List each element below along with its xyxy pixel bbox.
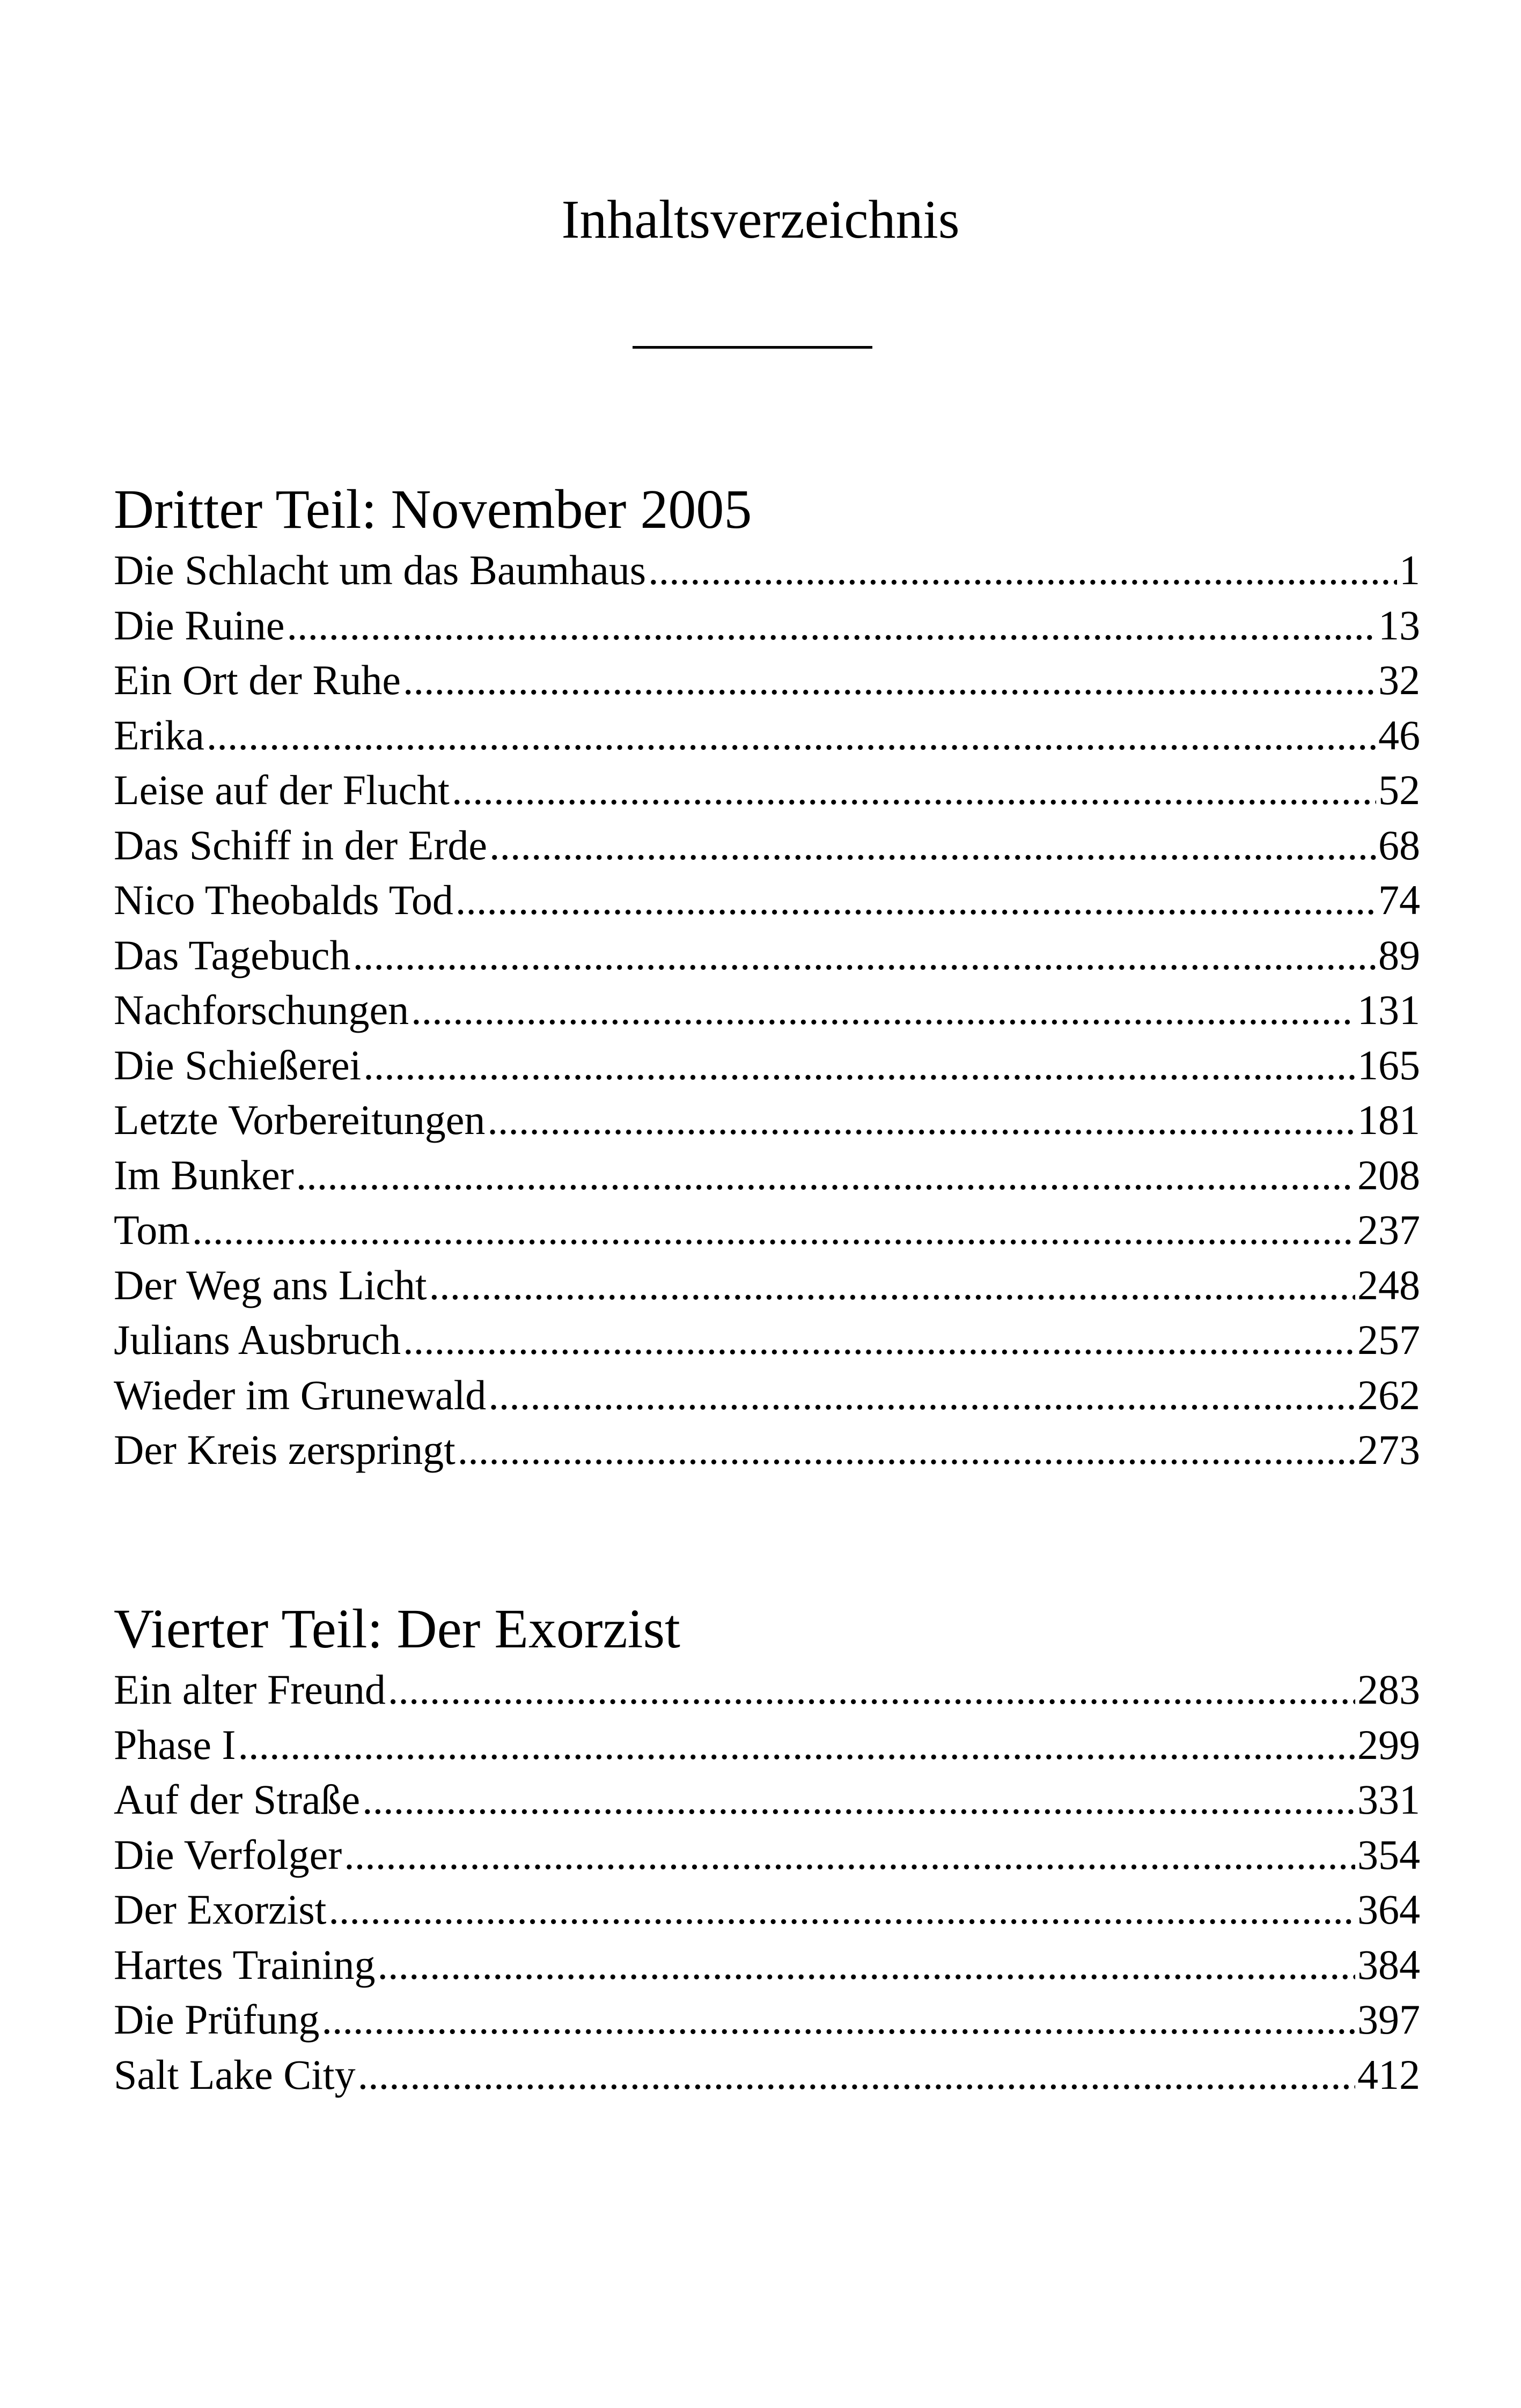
toc-entry[interactable] (114, 1038, 1420, 1093)
toc-entry-title: Die Verfolger (114, 1831, 342, 1878)
dot-leader (344, 1828, 1355, 1883)
page-title: Inhaltsverzeichnis (561, 189, 960, 250)
dot-leader (648, 543, 1397, 598)
toc-entry[interactable] (114, 598, 1420, 653)
toc-entry-title: Ein alter Freund (114, 1666, 386, 1713)
dot-leader (403, 653, 1376, 708)
toc-entry-title: Der Weg ans Licht (114, 1261, 427, 1308)
dot-leader (328, 1882, 1355, 1938)
dot-leader (352, 928, 1376, 983)
toc-entry-page: 68 (1378, 821, 1420, 868)
dot-leader (378, 1938, 1356, 1993)
toc-entry-page: 384 (1357, 1941, 1420, 1988)
toc-entry-title: Die Schlacht um das Baumhaus (114, 547, 646, 593)
toc-entry[interactable] (114, 873, 1420, 928)
toc-entry[interactable] (114, 1992, 1420, 2048)
toc-entry[interactable] (114, 763, 1420, 818)
toc-entry-page: 412 (1357, 2051, 1420, 2098)
toc-entry-title: Die Prüfung (114, 1996, 320, 2043)
toc-entry[interactable] (114, 1093, 1420, 1148)
toc-entry-page: 273 (1357, 1426, 1420, 1473)
toc-entry-page: 331 (1357, 1776, 1420, 1823)
toc-entry[interactable] (114, 1368, 1420, 1423)
toc-entry-title: Die Ruine (114, 601, 285, 649)
dot-leader (489, 818, 1376, 873)
toc-entry[interactable] (114, 1882, 1420, 1938)
toc-entry-page: 248 (1357, 1261, 1420, 1308)
dot-leader (321, 1992, 1355, 2048)
dot-leader (192, 1203, 1355, 1258)
toc-entry[interactable] (114, 1258, 1420, 1313)
toc-entry[interactable] (114, 543, 1420, 598)
dot-leader (411, 983, 1355, 1038)
title-divider (633, 346, 872, 349)
toc-entry-list (114, 543, 1420, 1478)
toc-entry-title: Letzte Vorbereitungen (114, 1096, 486, 1143)
toc-entry[interactable] (114, 818, 1420, 873)
part-heading: Vierter Teil: Der Exorzist (114, 1598, 680, 1660)
dot-leader (238, 1718, 1355, 1773)
toc-entry-title: Phase I (114, 1721, 236, 1768)
toc-part-dritter-teil (114, 476, 1420, 1478)
dot-leader (388, 1662, 1355, 1718)
toc-entry-title: Das Tagebuch (114, 931, 351, 978)
toc-entry-page: 52 (1378, 767, 1420, 813)
toc-entry-list (114, 1662, 1420, 2102)
dot-leader (362, 1772, 1355, 1828)
toc-entry-page: 46 (1378, 711, 1420, 759)
toc-entry-page: 354 (1357, 1831, 1420, 1878)
toc-entry-page: 257 (1357, 1316, 1420, 1363)
toc-entry[interactable] (114, 1148, 1420, 1203)
toc-entry-page: 1 (1399, 547, 1420, 593)
toc-entry[interactable] (114, 1772, 1420, 1828)
toc-entry[interactable] (114, 1423, 1420, 1478)
toc-entry-title: Tom (114, 1206, 190, 1253)
dot-leader (487, 1093, 1355, 1148)
toc-entry-title: Julians Ausbruch (114, 1316, 401, 1363)
toc-entry[interactable] (114, 653, 1420, 708)
toc-entry-page: 13 (1378, 601, 1420, 649)
toc-entry-title: Erika (114, 711, 204, 759)
dot-leader (363, 1038, 1355, 1093)
toc-entry-page: 181 (1357, 1096, 1420, 1143)
toc-entry-title: Der Exorzist (114, 1886, 327, 1933)
toc-entry-title: Im Bunker (114, 1151, 294, 1198)
toc-entry-title: Ein Ort der Ruhe (114, 657, 401, 703)
toc-entry-page: 208 (1357, 1151, 1420, 1198)
toc-entry[interactable] (114, 1313, 1420, 1368)
toc-entry[interactable] (114, 983, 1420, 1038)
toc-entry-page: 364 (1357, 1886, 1420, 1933)
dot-leader (207, 708, 1376, 763)
toc-part-vierter-teil (114, 1596, 1420, 2102)
toc-entry-page: 262 (1357, 1371, 1420, 1418)
dot-leader (403, 1313, 1355, 1368)
toc-entry[interactable] (114, 1662, 1420, 1718)
toc-entry-title: Nico Theobalds Tod (114, 877, 453, 923)
toc-entry[interactable] (114, 1828, 1420, 1883)
toc-entry-title: Auf der Straße (114, 1776, 361, 1823)
toc-entry-page: 165 (1357, 1041, 1420, 1088)
toc-entry-title: Leise auf der Flucht (114, 767, 450, 813)
toc-entry-title: Nachforschungen (114, 986, 409, 1033)
toc-entry[interactable] (114, 1938, 1420, 1993)
dot-leader (452, 763, 1376, 818)
dot-leader (286, 598, 1376, 653)
part-heading: Dritter Teil: November 2005 (114, 478, 752, 540)
toc-entry[interactable] (114, 1203, 1420, 1258)
toc-entry-page: 131 (1357, 986, 1420, 1033)
toc-entry-page: 74 (1378, 877, 1420, 923)
toc-entry[interactable] (114, 2048, 1420, 2103)
toc-entry-title: Der Kreis zerspringt (114, 1426, 455, 1473)
toc-entry-page: 397 (1357, 1996, 1420, 2043)
toc-entry-title: Salt Lake City (114, 2051, 356, 2098)
toc-entry[interactable] (114, 708, 1420, 763)
toc-entry-page: 299 (1357, 1721, 1420, 1768)
dot-leader (296, 1148, 1355, 1203)
toc-entry[interactable] (114, 1718, 1420, 1773)
dot-leader (358, 2048, 1355, 2103)
toc-entry-title: Hartes Training (114, 1941, 376, 1988)
toc-entry-title: Wieder im Grunewald (114, 1371, 487, 1418)
dot-leader (455, 873, 1376, 928)
toc-entry-page: 32 (1378, 657, 1420, 703)
dot-leader (429, 1258, 1355, 1313)
toc-entry-title: Das Schiff in der Erde (114, 821, 488, 868)
toc-entry-page: 89 (1378, 931, 1420, 978)
toc-entry-title: Die Schießerei (114, 1041, 362, 1088)
toc-entry-page: 237 (1357, 1206, 1420, 1253)
dot-leader (488, 1368, 1355, 1423)
toc-entry[interactable] (114, 928, 1420, 983)
toc-entry-page: 283 (1357, 1666, 1420, 1713)
dot-leader (458, 1423, 1355, 1478)
